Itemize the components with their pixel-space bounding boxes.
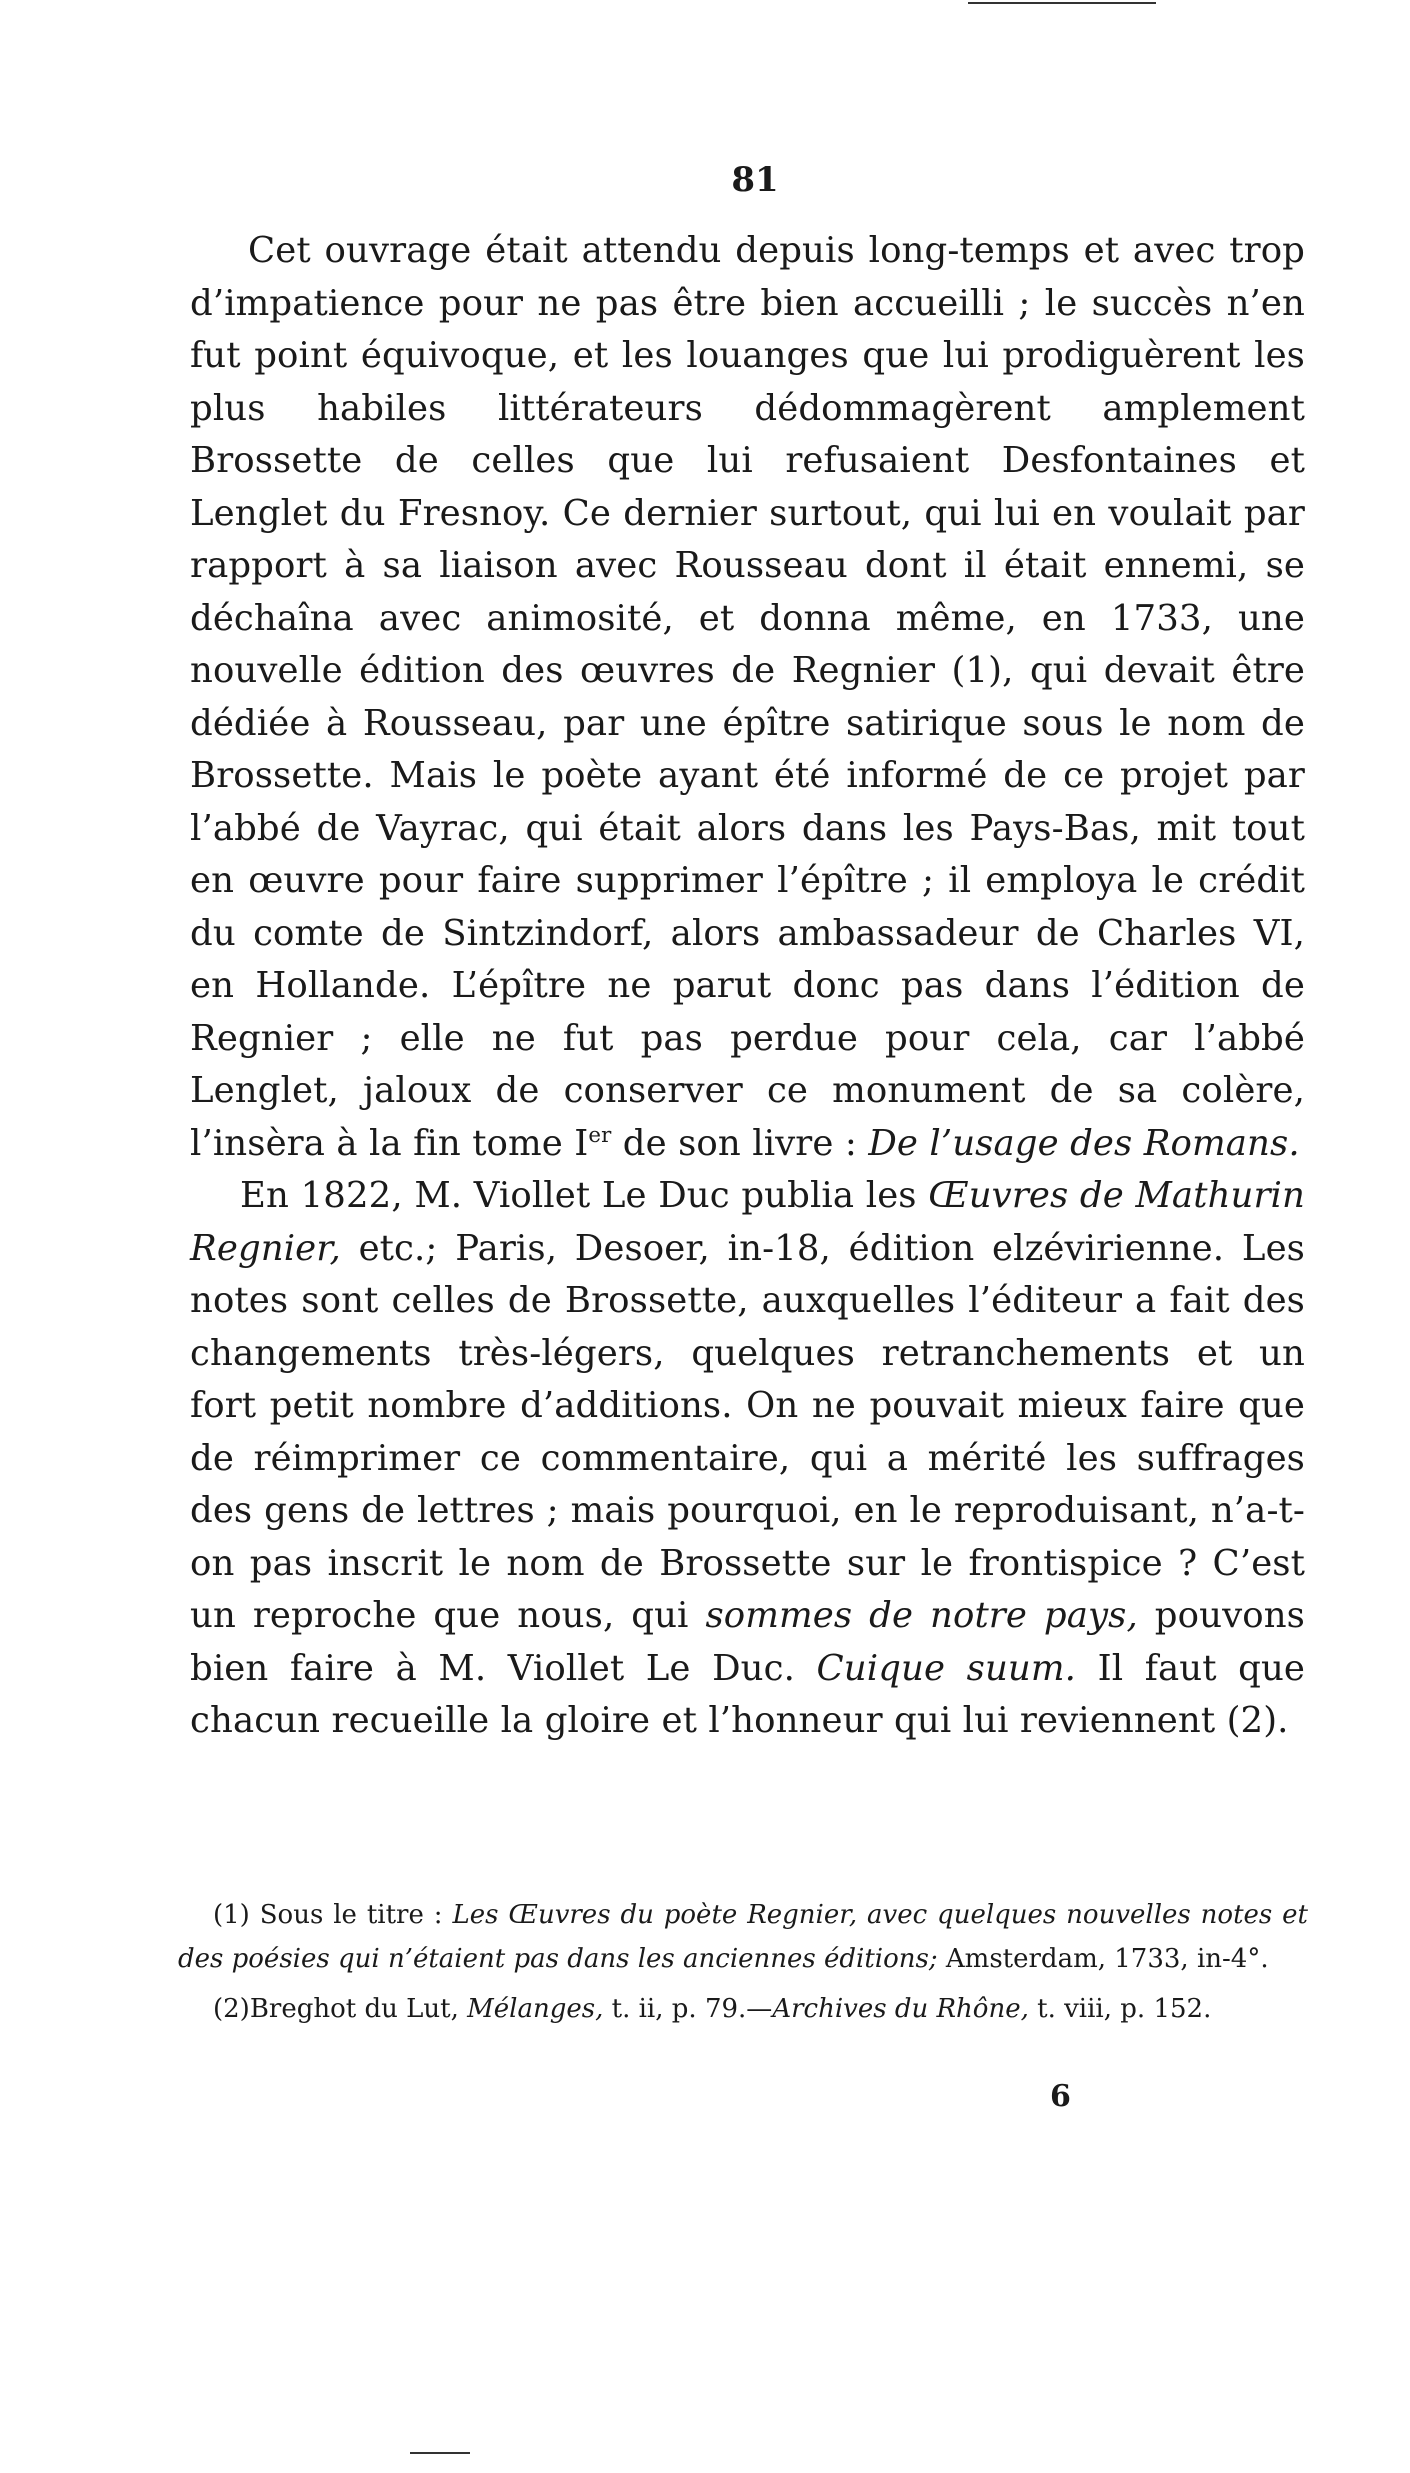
footnote-1-text-b: Amsterdam, 1733, in-4°.: [937, 1944, 1269, 1974]
main-text: [190, 225, 1305, 1748]
paragraph-1-italic-title: De l’usage des Romans.: [868, 1122, 1300, 1164]
paragraph-2-italic-title: Œuvres de Mathurin Regnier,: [190, 1175, 1305, 1269]
paragraph-2-italic-phrase: sommes de notre pays,: [705, 1595, 1138, 1636]
footnote-1-italic-title: Les Œuvres du poète Regnier, avec quelques nouvelles notes et des poésies qui n’étaient pas dans les anciennes éditions;: [178, 1900, 1309, 1974]
page-number: 81: [731, 160, 779, 200]
footnote-1: [178, 1893, 1308, 1981]
paragraph-1-mid: de son livre :: [611, 1122, 869, 1164]
paragraph-2-text-b: etc.; Paris, Desoer, in-18, édition elzévirienne. Les notes sont celles de Brossette, auxquelles l’éditeur a fait des changements très-légers, quelques retranchements et un fort petit nombre d’additions. On ne pouvait mieux faire que de réimprimer ce commentaire, qui a mérité les suffrages des gens de lettres ; mais pourquoi, en le reproduisant, n’a-t-on pas inscrit le nom de Brossette sur le frontispice ? C’est un reproche que nous, qui: [190, 1227, 1305, 1636]
paragraph-1: [190, 225, 1305, 1170]
footnote-2-italic-2: Archives du Rhône,: [772, 1994, 1029, 2024]
paragraph-2: [190, 1170, 1305, 1748]
footnote-1-text-a: (1) Sous le titre :: [213, 1900, 453, 1930]
footnote-2-text-b: t. ii, p. 79.—: [603, 1994, 773, 2024]
footnote-2: [178, 1987, 1308, 2031]
footnote-2-text-a: (2)Breghot du Lut,: [213, 1994, 468, 2024]
paragraph-2-italic-latin: Cuique suum.: [816, 1647, 1077, 1689]
footnote-2-text-c: t. viii, p. 152.: [1028, 1994, 1212, 2024]
paragraph-2-text-c: pouvons bien faire à M. Viollet Le Duc.: [190, 1595, 1305, 1689]
paragraph-1-superscript: er: [588, 1122, 612, 1148]
bottom-rule: [410, 2452, 470, 2454]
paragraph-1-text: Cet ouvrage était attendu depuis long-temps et avec trop d’impatience pour ne pas être bien accueilli ; le succès n’en fut point équivoque, et les louanges que lui prodiguèrent les plus habiles littérateurs dédommagèrent amplement Brossette de celles que lui refusaient Desfontaines et Lenglet du Fresnoy. Ce dernier surtout, qui lui en voulait par rapport à sa liaison avec Rousseau dont il était ennemi, se déchaîna avec animosité, et donna même, en 1733, une nouvelle édition des œuvres de Regnier (1), qui devait être dédiée à Rousseau, par une épître satirique sous le nom de Brossette. Mais le poète ayant été informé de ce projet par l’abbé de Vayrac, qui était alors dans les Pays-Bas, mit tout en œuvre pour faire supprimer l’épître ; il employa le crédit du comte de Sintzindorf, alors ambassadeur de Charles VI, en Hollande. L’épître ne parut donc pas dans l’édition de Regnier ; elle ne fut pas perdue pour cela, car l’abbé Lenglet, jaloux de conserver ce monument de sa colère, l’insèra à la fin tome I: [190, 230, 1305, 1164]
signature-mark: 6: [1050, 2079, 1071, 2114]
paragraph-2-text-d: Il faut que chacun recueille la gloire et l’honneur qui lui reviennent (2).: [190, 1647, 1306, 1741]
footnotes: [178, 1893, 1308, 2031]
top-rule: [968, 2, 1156, 4]
paragraph-2-text-a: En 1822, M. Viollet Le Duc publia les: [240, 1175, 929, 1216]
footnote-2-italic-1: Mélanges,: [467, 1994, 604, 2024]
